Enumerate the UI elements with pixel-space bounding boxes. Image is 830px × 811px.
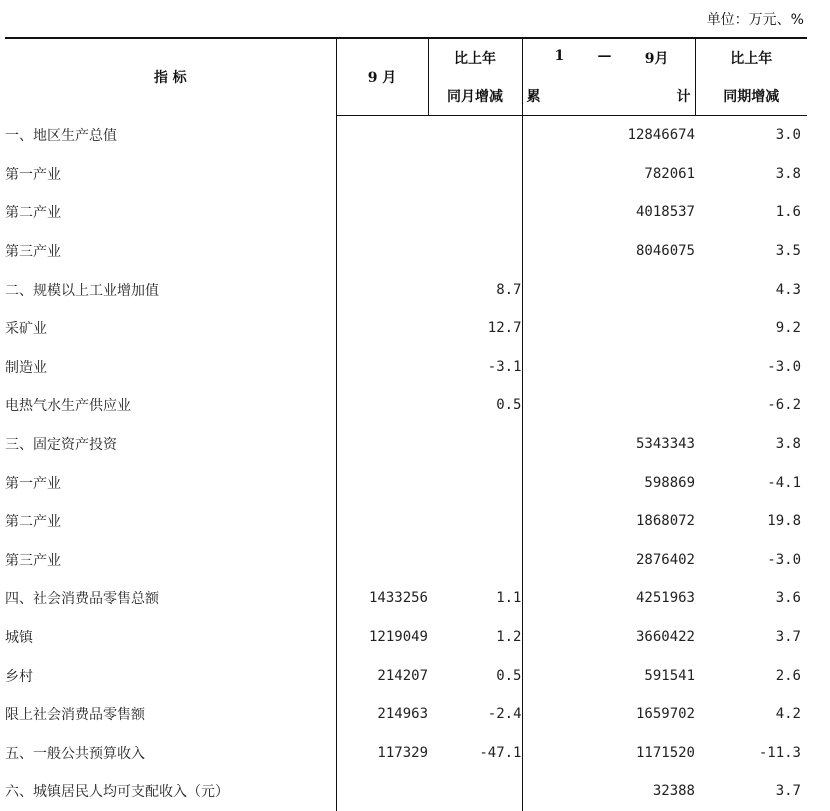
table-row: [5, 656, 807, 695]
row-cumulative: [522, 309, 695, 348]
row-label: 城镇: [5, 630, 33, 647]
row-cumulative: [522, 270, 695, 309]
row-cumulative: 2876402: [522, 541, 695, 580]
row-month-value: [336, 348, 428, 387]
row-label: 五、一般公共预算收入: [5, 745, 145, 762]
row-month-value: [336, 309, 428, 348]
row-cumulative: 32388: [522, 772, 695, 811]
header-period-yoy-bottom: 同期增减: [695, 77, 807, 116]
table-row: [5, 348, 807, 387]
row-month-yoy: [428, 463, 522, 502]
row-month-value: [336, 116, 428, 155]
row-month-yoy: [428, 193, 522, 232]
row-cumulative-yoy: 4.3: [775, 281, 801, 298]
table-row: [5, 386, 807, 425]
row-cumulative: 1868072: [522, 502, 695, 541]
row-cumulative-yoy: 19.8: [767, 513, 801, 530]
table-row: [5, 116, 807, 155]
row-month-value: [336, 193, 428, 232]
row-month-yoy: -2.4: [487, 706, 522, 723]
table-row: [5, 579, 807, 618]
row-cumulative-yoy: -11.3: [758, 744, 801, 761]
row-month-value: [336, 502, 428, 541]
row-month-yoy: [428, 541, 522, 580]
row-label: 制造业: [5, 359, 47, 376]
row-cumulative-yoy: 4.2: [775, 706, 801, 723]
row-label: 乡村: [5, 668, 33, 685]
row-month-yoy: [428, 502, 522, 541]
row-month-value: 1433256: [336, 579, 428, 618]
row-cumulative-yoy: -3.0: [767, 358, 801, 375]
header-period-yoy-top: 比上年: [695, 38, 807, 77]
row-month-value: [336, 772, 428, 811]
row-cumulative-yoy: 3.8: [775, 436, 801, 453]
header-cumulative-right: 计: [676, 89, 691, 105]
header-range-end: 9月: [644, 51, 669, 67]
row-month-value: [336, 386, 428, 425]
row-cumulative: 5343343: [522, 425, 695, 464]
header-month-yoy-bottom: 同月增减: [428, 77, 522, 116]
row-month-value: 117329: [336, 734, 428, 773]
table-row: [5, 463, 807, 502]
header-indicator: 指 标: [5, 38, 336, 116]
economic-indicators-table: [5, 37, 807, 811]
row-label: 第一产业: [5, 166, 61, 183]
row-month-yoy: 8.7: [496, 281, 522, 298]
row-cumulative: 4018537: [522, 193, 695, 232]
row-cumulative: 1171520: [522, 734, 695, 773]
row-cumulative-yoy: 3.7: [775, 629, 801, 646]
row-label: 限上社会消费品零售额: [5, 707, 145, 724]
row-label: 第二产业: [5, 514, 61, 531]
table-row: [5, 425, 807, 464]
row-label: 三、固定资产投资: [5, 437, 117, 454]
row-month-value: 1219049: [336, 618, 428, 657]
row-month-yoy: 0.5: [496, 397, 522, 414]
row-cumulative-yoy: -6.2: [767, 397, 801, 414]
row-month-value: [336, 232, 428, 271]
row-cumulative-yoy: -3.0: [767, 551, 801, 568]
row-cumulative-yoy: 3.6: [775, 590, 801, 607]
row-cumulative-yoy: 2.6: [775, 667, 801, 684]
table-row: [5, 155, 807, 194]
row-cumulative: [522, 348, 695, 387]
header-range-start: 1: [554, 48, 565, 64]
table-row: [5, 193, 807, 232]
row-month-yoy: 12.7: [487, 320, 522, 337]
row-month-yoy: 0.5: [496, 667, 522, 684]
header-cumulative: [522, 77, 695, 116]
row-month-value: [336, 463, 428, 502]
row-month-value: [336, 541, 428, 580]
row-month-yoy: [428, 425, 522, 464]
row-label: 一、地区生产总值: [5, 128, 117, 145]
row-cumulative: 598869: [522, 463, 695, 502]
row-month-value: 214963: [336, 695, 428, 734]
row-month-yoy: 1.1: [496, 590, 522, 607]
row-month-value: [336, 155, 428, 194]
row-cumulative: 782061: [522, 155, 695, 194]
row-cumulative: 8046075: [522, 232, 695, 271]
table-row: [5, 541, 807, 580]
row-label: 四、社会消费品零售总额: [5, 591, 159, 608]
row-month-value: 214207: [336, 656, 428, 695]
table-row: [5, 772, 807, 811]
unit-note: 单位：万元、%: [706, 12, 804, 28]
row-label: 二、规模以上工业增加值: [5, 282, 159, 299]
row-label: 第二产业: [5, 205, 61, 222]
row-cumulative: 591541: [522, 656, 695, 695]
row-cumulative: [522, 386, 695, 425]
row-cumulative-yoy: 3.5: [775, 243, 801, 260]
table-row: [5, 270, 807, 309]
row-month-value: [336, 270, 428, 309]
row-month-yoy: [428, 772, 522, 811]
row-cumulative: 1659702: [522, 695, 695, 734]
table-row: [5, 502, 807, 541]
row-label: 第三产业: [5, 552, 61, 569]
row-label: 六、城镇居民人均可支配收入（元）: [5, 784, 229, 801]
row-cumulative: 12846674: [522, 116, 695, 155]
header-cumulative-left: 累: [526, 89, 541, 105]
row-cumulative: 4251963: [522, 579, 695, 618]
header-month: 9 月: [336, 38, 428, 116]
row-label: 第三产业: [5, 244, 61, 261]
row-cumulative-yoy: 3.8: [775, 165, 801, 182]
row-cumulative-yoy: 1.6: [775, 204, 801, 221]
row-month-value: [336, 425, 428, 464]
table-body: [5, 116, 807, 811]
table-row: [5, 734, 807, 773]
header-range: [522, 38, 695, 77]
row-month-yoy: [428, 116, 522, 155]
row-cumulative-yoy: 9.2: [775, 320, 801, 337]
table-row: [5, 232, 807, 271]
row-month-yoy: -47.1: [479, 744, 522, 761]
row-label: 电热气水生产供应业: [5, 398, 131, 415]
row-month-yoy: [428, 155, 522, 194]
row-label: 第一产业: [5, 475, 61, 492]
row-label: 采矿业: [5, 321, 47, 338]
row-month-yoy: 1.2: [496, 629, 522, 646]
row-month-yoy: -3.1: [487, 358, 522, 375]
header-range-dash: —: [597, 48, 612, 64]
table-row: [5, 309, 807, 348]
table-header: [5, 38, 807, 116]
row-month-yoy: [428, 232, 522, 271]
table-row: [5, 618, 807, 657]
row-cumulative-yoy: -4.1: [767, 474, 801, 491]
row-cumulative: 3660422: [522, 618, 695, 657]
row-cumulative-yoy: 3.0: [775, 127, 801, 144]
header-month-yoy-top: 比上年: [428, 38, 522, 77]
table-row: [5, 695, 807, 734]
row-cumulative-yoy: 3.7: [775, 783, 801, 800]
